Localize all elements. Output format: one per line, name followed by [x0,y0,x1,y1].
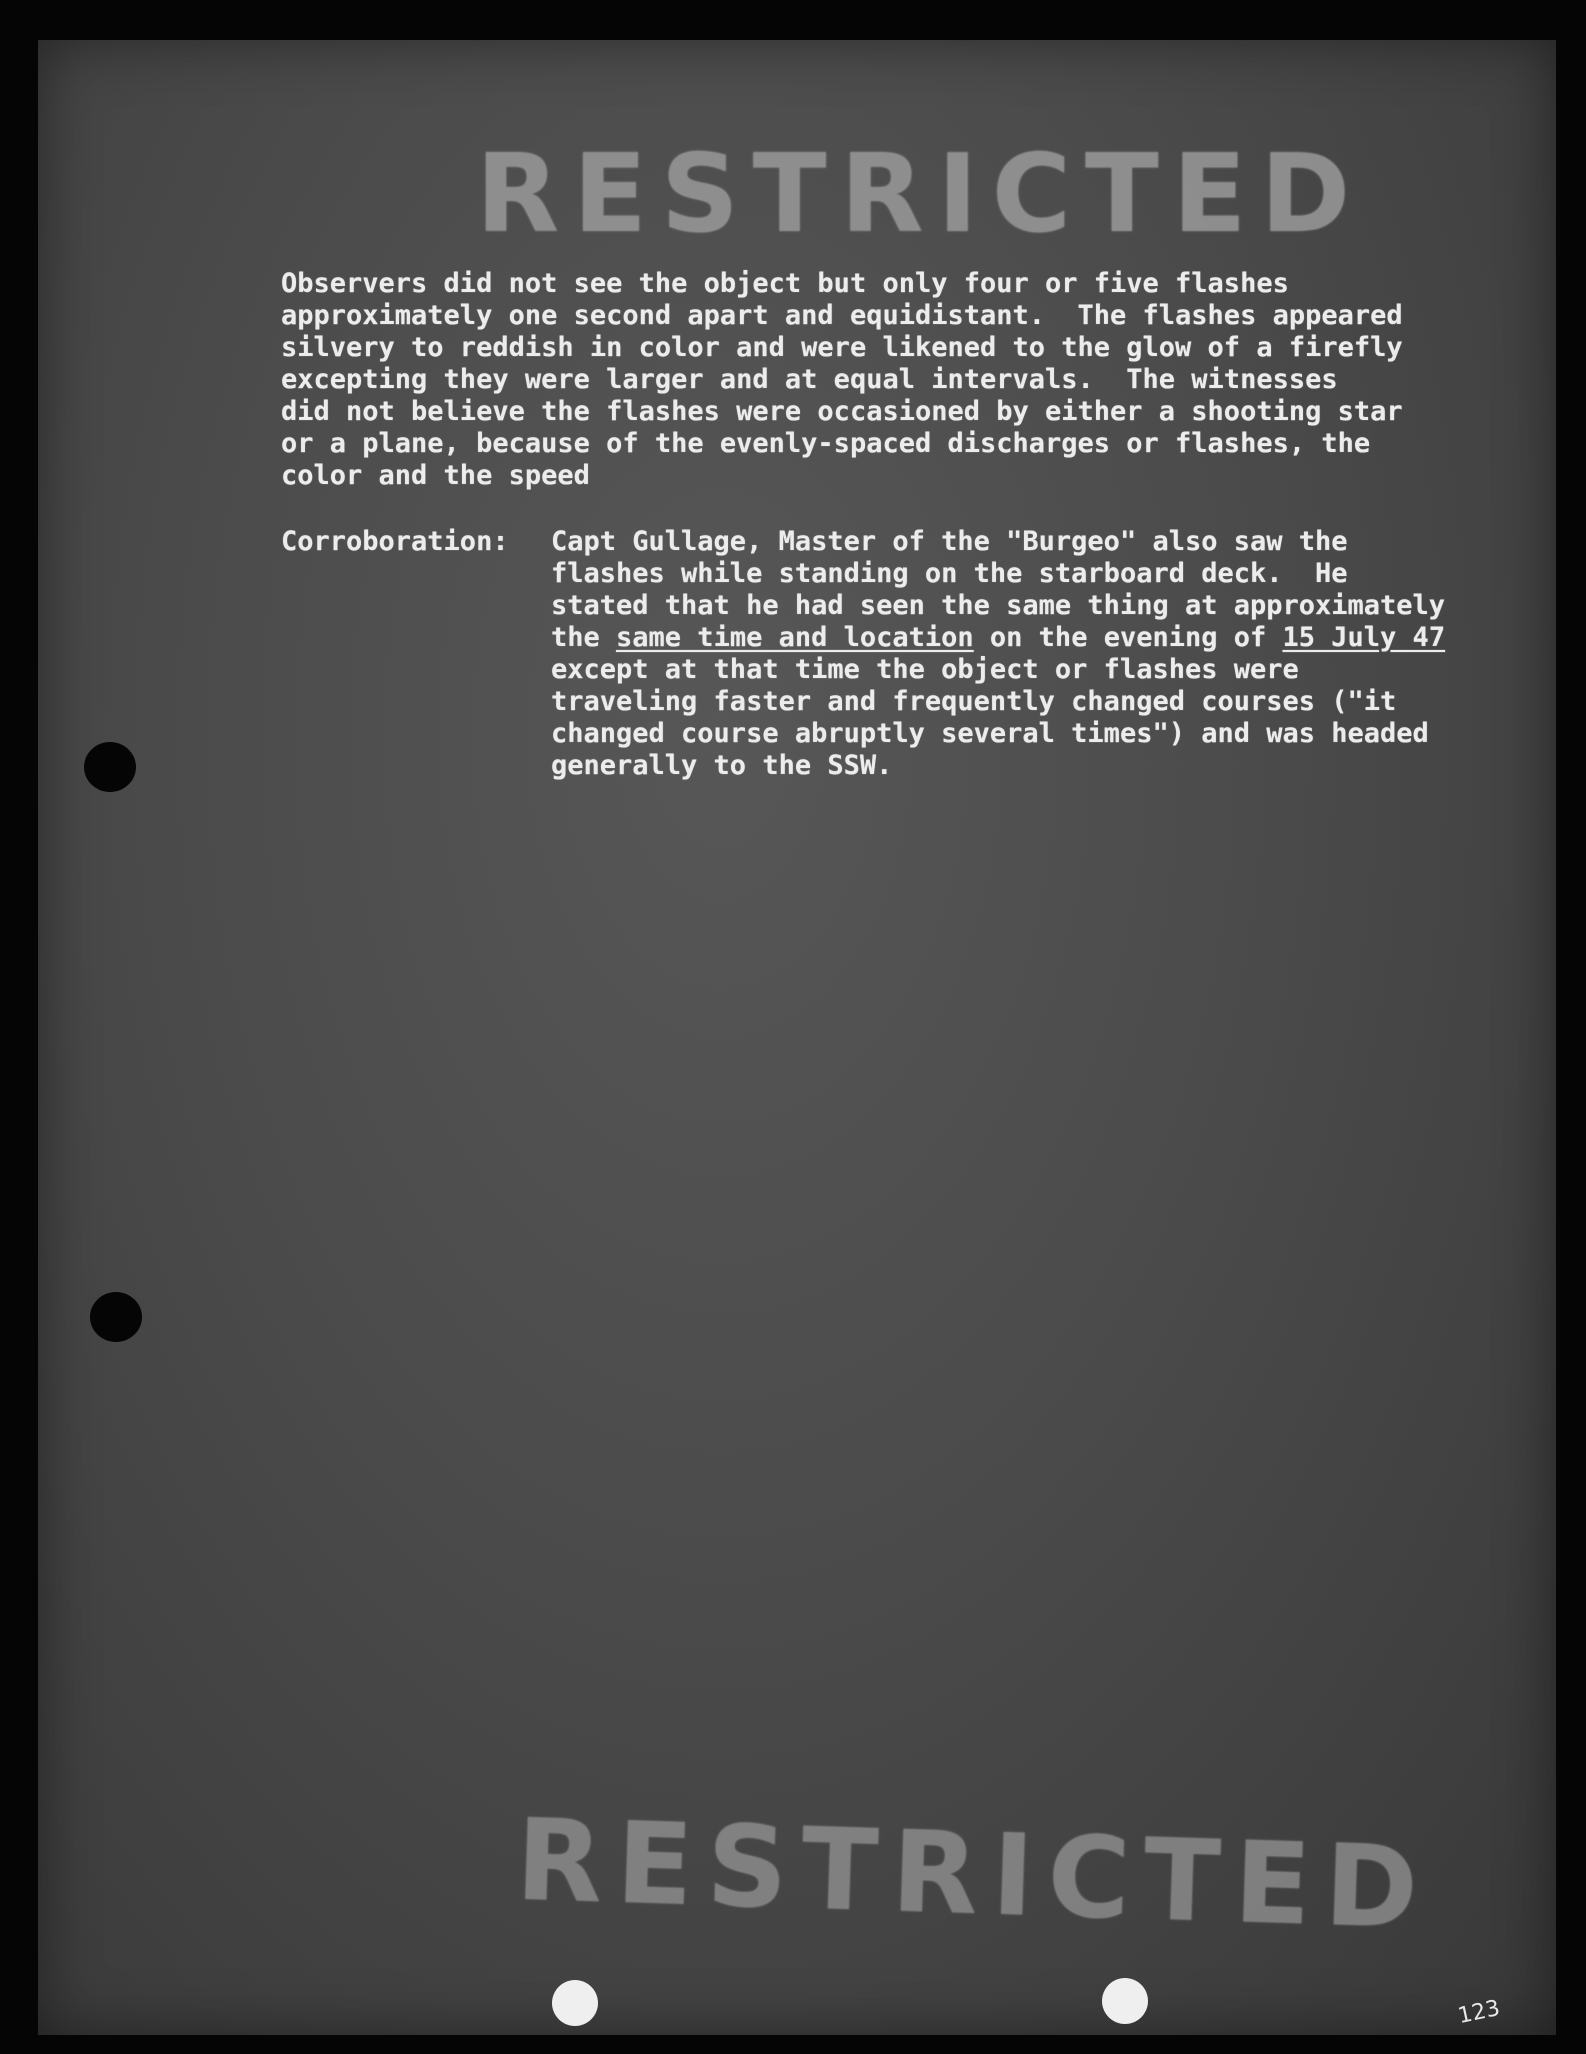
corroboration-line: stated that he had seen the same thing at approximately [551,590,1446,621]
paragraph-line: excepting they were larger and at equal intervals. The witnesses [281,364,1338,395]
paragraph-line: did not believe the flashes were occasioned by either a shooting star [281,396,1403,427]
text-fragment: the [551,622,617,653]
corroboration-line-underlined [551,622,1445,654]
observation-paragraph [281,268,1403,492]
punch-hole [552,1980,598,2026]
page-number: 123 [1455,1995,1503,2030]
text-fragment: on the evening of [973,622,1283,653]
corroboration-line: generally to the SSW. [551,750,893,781]
underlined-time-location: same time and location [616,622,974,653]
document-page [38,40,1556,2035]
restricted-stamp-bottom: RESTRICTED [514,1795,1434,1955]
corroboration-line: changed course abruptly several times") and was headed [551,718,1429,749]
punch-hole [90,1292,142,1342]
corroboration-line: Capt Gullage, Master of the "Burgeo" also saw the [551,526,1348,557]
paragraph-line: color and the speed [281,460,590,491]
punch-hole [1102,1978,1148,2024]
punch-hole [84,742,136,792]
corroboration-line: traveling faster and frequently changed courses ("it [551,686,1397,717]
corroboration-label: Corroboration: [281,526,509,557]
paragraph-line: silvery to reddish in color and were likened to the glow of a firefly [281,332,1403,363]
paragraph-line: or a plane, because of the evenly-spaced discharges or flashes, the [281,428,1371,459]
restricted-stamp-top: RESTRICTED [476,132,1365,257]
paragraph-line: approximately one second apart and equidistant. The flashes appeared [281,300,1403,331]
corroboration-line: flashes while standing on the starboard deck. He [551,558,1348,589]
underlined-date: 15 July 47 [1282,622,1446,653]
paragraph-line: Observers did not see the object but only four or five flashes [281,268,1289,299]
corroboration-line: except at that time the object or flashes were [551,654,1299,685]
corroboration-paragraph [551,526,1445,782]
